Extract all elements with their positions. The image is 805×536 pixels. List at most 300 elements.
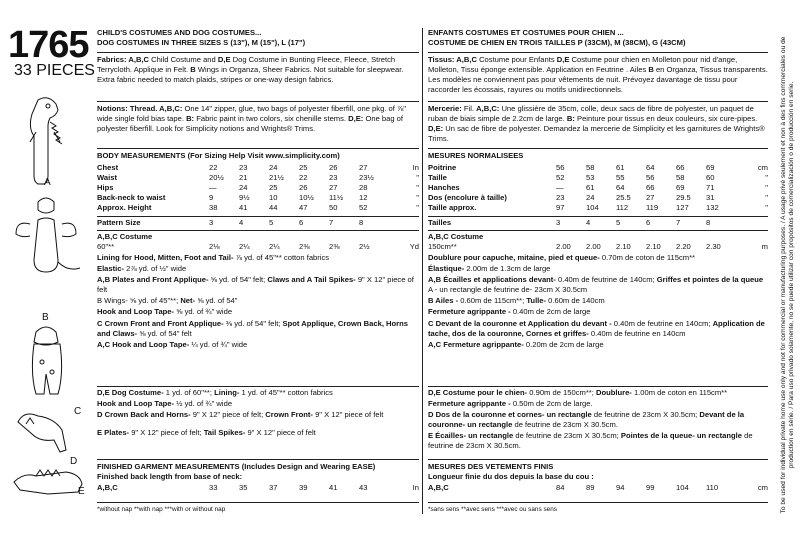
line-text: 0.60m de 140cm: [546, 296, 605, 306]
unit: ": [765, 203, 768, 212]
line-text: 9" X 12" piece of felt: [97, 275, 414, 295]
line-label: Doublure pour capuche, mitaine, pied et queue-: [428, 253, 600, 262]
line-text: ½ yd. of ¾" wide: [174, 399, 233, 409]
line-label: Pointes de la queue- un rectangle: [620, 431, 743, 441]
cell-value: 60: [706, 173, 715, 182]
cell-value: —: [556, 183, 564, 192]
line-label: D,E Costume pour le chien-: [428, 388, 528, 397]
line-label: Fermeture agrippante -: [428, 307, 511, 317]
divider: [97, 459, 419, 460]
line-label: A,B Plates and Front Applique-: [97, 275, 209, 285]
yardage-line: [97, 264, 419, 274]
en-notions: [97, 104, 419, 134]
yardage-line: [428, 431, 768, 451]
line-text: ⅞ yd. of 45"** cotton fabrics: [233, 253, 330, 262]
line-label: Net-: [180, 296, 196, 306]
cell-value: 112: [616, 203, 629, 212]
line-label: D,E Dog Costume-: [97, 388, 164, 397]
unit: cm: [757, 163, 768, 172]
fr-finis-row: [428, 483, 768, 493]
label: Tissus: A,B,C: [428, 55, 477, 64]
table-row: [428, 163, 768, 173]
cell-value: 7: [329, 218, 334, 227]
text: Costume pour chien en Molleton pour nid d'ange, Molleton, Tissu éponge extensible. Application en Feutrine . Ailes: [428, 55, 738, 75]
divider: [428, 502, 768, 503]
en-pattern-size-row: [97, 218, 419, 228]
cell-value: 38: [209, 203, 218, 212]
line-label: Élastique-: [428, 264, 465, 274]
cell-value: 9½: [239, 193, 250, 202]
figure-b-dragon: [16, 198, 80, 272]
yardage-line: [97, 319, 419, 339]
cell-value: 31: [706, 193, 715, 202]
en-fabrics: [97, 55, 419, 85]
table-row: [97, 173, 419, 183]
line-label: Hook and Loop Tape-: [97, 307, 175, 317]
en-footnote: *without nap **with nap ***with or without nap: [97, 506, 226, 513]
unit: m: [761, 242, 768, 251]
cell-value: 23: [239, 163, 248, 172]
cell-value: 2.30: [706, 242, 721, 251]
line-text: de feutrine de 23cm X 30.5cm;: [591, 410, 700, 420]
cell-value: 27: [359, 163, 368, 172]
cell-value: 55: [616, 173, 625, 182]
finished-title: FINISHED GARMENT MEASUREMENTS (Includes Design and Wearing EASE): [97, 462, 376, 471]
line-text: 2⅞ yd. of ½" wide: [124, 264, 187, 274]
cell-value: 104: [676, 483, 689, 492]
cell-value: 99: [646, 483, 655, 492]
cell-value: 26: [329, 163, 338, 172]
text: Fabric paint in two colors, six chenille stems.: [194, 114, 349, 124]
yardage-line: [428, 275, 768, 295]
line-label: C Crown Front and Front Applique-: [97, 318, 224, 328]
row-label: Waist: [97, 173, 117, 182]
unit: ": [416, 203, 419, 212]
text: Peinture pour tissus en deux couleurs, six cure-pipes.: [574, 114, 758, 124]
cell-value: 2.10: [646, 242, 661, 251]
cell-value: 6: [299, 218, 304, 227]
text: Une glissière de 35cm, colle, deux sacs de fibre de polyester, un paquet de ruban de biais simple de 2.2cm de large.: [428, 104, 754, 124]
divider: [428, 216, 768, 217]
cell-value: 58: [676, 173, 685, 182]
figure-label-b: B: [42, 312, 49, 323]
table-row: [428, 183, 768, 193]
text: One bag of polyester fiberfill. Look for Simplicity notions and Wrights® Trims.: [97, 114, 404, 134]
cell-value: 35: [239, 483, 248, 492]
cell-value: 20½: [209, 173, 224, 182]
text: One 14" zipper, glue, two bags of polyester fiberfill, one pkg. of ⅞" wide single fold bias tape.: [97, 104, 406, 124]
text: Un sac de fibre de polyester. Demandez la mercerie de Simplicity et les garnitures de Wrights® Trims.: [428, 124, 765, 144]
line-text: ⅜ yd. of 54" felt;: [223, 318, 283, 328]
yardage-line: [97, 428, 419, 438]
line-text: 0.40m de feutrine en 140cm: [588, 328, 686, 338]
cell-value: 5: [616, 218, 621, 227]
cell-value: 27: [329, 183, 338, 192]
en-yardage-lines: [97, 253, 419, 351]
cell-value: 29.5: [676, 193, 691, 202]
cell-value: 23: [329, 173, 338, 182]
line-label: Elastic-: [97, 264, 125, 274]
row-label: A,B,C: [97, 483, 118, 492]
french-column: [428, 28, 768, 48]
table-row: [428, 173, 768, 183]
line-text: 9" X 12" piece of felt;: [129, 428, 204, 438]
text: Fil.: [461, 104, 477, 113]
cell-value: 2¼: [239, 242, 250, 251]
cell-value: 3: [209, 218, 214, 227]
line-label: Tail Spikes-: [203, 428, 246, 438]
column-divider: [422, 28, 423, 514]
cell-value: 41: [239, 203, 248, 212]
finished-sub: Finished back length from base of neck:: [97, 472, 243, 482]
divider: [97, 148, 419, 149]
label: D,E: [556, 55, 570, 64]
cell-value: 26: [299, 183, 308, 192]
line-label: Griffes et pointes de la queue: [656, 275, 764, 285]
cell-value: 37: [269, 483, 278, 492]
figure-a-dinosaur: [30, 98, 62, 184]
text: en Organza, Tissus transparents. Les modèles ne conviennent pas pour vêtements de nuit. Prévoyez davantage de tissu pour raccorder les écossais, rayures ou motifs unidirectionnels.: [428, 65, 768, 95]
row-label: 150cm**: [428, 242, 457, 251]
side-disclaimer-text: To be used for individual private home use only and not for commercial or manufacturing purposes. / A usage privé seulement et non à des fins commerciales ou de production en série. / Para uso privado solamente, no se puede utilizar con propósitos de comercialización o de producción en serie.: [779, 36, 795, 514]
cell-value: 127: [676, 203, 689, 212]
line-label: C Devant de la couronne et Application du devant -: [428, 318, 612, 328]
costume-label: A,B,C Costume: [428, 232, 484, 241]
cell-value: 2.10: [616, 242, 631, 251]
cell-value: 2.00: [556, 242, 571, 251]
row-label: Chest: [97, 163, 119, 172]
line-label: E Écailles- un rectangle: [428, 431, 514, 441]
line-text: 0.40m de 2cm de large: [510, 307, 591, 317]
line-text: 1.00m de coton en 115cm**: [631, 388, 728, 397]
cell-value: 2½: [359, 242, 370, 251]
line-label: Claws and A Tail Spikes-: [267, 275, 356, 285]
yardage-line: [97, 296, 419, 306]
table-row: [97, 193, 419, 203]
figure-label-c: C: [74, 406, 82, 417]
line-label: A,C Fermeture agrippante-: [428, 339, 524, 349]
table-row: [428, 483, 768, 493]
divider: [428, 101, 768, 102]
line-label: Tulle-: [526, 296, 547, 306]
cell-value: 64: [616, 183, 625, 192]
label: Notions: Thread. A,B,C:: [97, 104, 183, 113]
divider: [97, 101, 419, 102]
pieces-count: 33 PIECES: [14, 62, 95, 79]
cell-value: 2⅛: [209, 242, 220, 251]
yardage-line: [97, 388, 419, 398]
side-disclaimer: [775, 30, 800, 520]
line-text: 9" X 12" piece of felt;: [190, 410, 266, 420]
label: Mercerie:: [428, 104, 462, 113]
line-label: A,C Hook and Loop Tape-: [97, 339, 190, 349]
unit: ": [416, 183, 419, 192]
yardage-line: [428, 319, 768, 339]
line-text: 9" X 12" piece of felt: [312, 410, 384, 420]
divider: [97, 216, 419, 217]
yardage-line: [97, 307, 419, 317]
line-text: A - un rectangle de feutrine de- 23cm X 30.5cm: [428, 285, 588, 295]
cell-value: 33: [209, 483, 218, 492]
cell-value: 43: [359, 483, 368, 492]
yardage-line: [97, 340, 419, 350]
figure-c-costume: [32, 327, 61, 394]
cell-value: 24: [269, 163, 278, 172]
unit: [736, 218, 768, 228]
label: D,E:: [348, 114, 364, 124]
fr-yardage-lines: [428, 253, 768, 351]
cell-value: 3: [556, 218, 561, 227]
line-label: A,B Écailles et applications devant-: [428, 275, 556, 285]
divider: [428, 230, 768, 231]
yardage-line: [428, 264, 768, 274]
cell-value: 25: [299, 163, 308, 172]
label: D,E: [217, 55, 231, 64]
divider: [428, 52, 768, 53]
row-label: Dos (encolure à taille): [428, 193, 507, 202]
line-text: 0.50m de 2cm de large.: [510, 399, 593, 409]
row-label: Back-neck to waist: [97, 193, 166, 202]
finis-sub: Longueur finie du dos depuis la base du cou :: [428, 472, 594, 482]
fr-tissus: [428, 55, 768, 95]
cell-value: 56: [646, 173, 655, 182]
cell-value: 28: [359, 183, 368, 192]
cell-value: 8: [359, 218, 364, 227]
line-label: Application de tache, dos de la couronne, Cornes et griffes-: [428, 318, 765, 338]
cell-value: 56: [556, 163, 565, 172]
unit: ": [765, 173, 768, 182]
text: Costume pour Enfants: [476, 55, 557, 64]
line-label: Lining for Hood, Mitten, Foot and Tail-: [97, 253, 234, 262]
cell-value: 2⅜: [329, 242, 340, 251]
en-title-2: DOG COSTUMES IN THREE SIZES S (13"), M (15"), L (17"): [97, 38, 306, 48]
cell-value: 2¼: [269, 242, 280, 251]
label: Fabrics: A,B,C: [97, 55, 150, 64]
cell-value: 104: [586, 203, 599, 212]
label: D,E:: [428, 124, 444, 134]
text: Dog Costume in Bunting Fleece, Fleece, Stretch Terrycloth. Applique in Felt.: [97, 55, 396, 75]
table-row: [97, 203, 419, 213]
line-text: ⅝ yd. of 54" felt;: [208, 275, 268, 285]
table-row: [428, 193, 768, 203]
cell-value: 66: [646, 183, 655, 192]
cell-value: 64: [646, 163, 655, 172]
cell-value: 12: [359, 193, 368, 202]
en-body-title: BODY MEASUREMENTS (For Sizing Help Visit www.simplicity.com): [97, 151, 340, 160]
cell-value: 69: [676, 183, 685, 192]
cell-value: 24: [586, 193, 595, 202]
line-text: de feutrine de 23cm X 30.5cm;: [513, 431, 621, 441]
line-label: Hook and Loop Tape-: [97, 399, 175, 409]
cell-value: 21: [239, 173, 248, 182]
row-label: Pattern Size: [97, 218, 141, 227]
fr-costume-block: [428, 232, 768, 242]
divider: [97, 386, 419, 387]
english-column: [97, 28, 417, 48]
label: B: [648, 65, 654, 75]
cell-value: 9: [209, 193, 214, 202]
divider: [428, 459, 768, 460]
cell-value: 50: [329, 203, 338, 212]
cell-value: 94: [616, 483, 625, 492]
cell-value: 4: [586, 218, 591, 227]
line-text: 1 yd. of 60"**;: [163, 388, 215, 397]
finis-title: MESURES DES VETEMENTS FINIS: [428, 462, 554, 471]
yardage-line: [428, 307, 768, 317]
unit: In: [412, 483, 419, 492]
cell-value: 2⅜: [299, 242, 310, 251]
row-label: A,B,C: [428, 483, 449, 492]
unit: Yd: [409, 242, 419, 251]
unit: ": [416, 193, 419, 202]
yardage-line: [428, 253, 768, 263]
figure-label-a: A: [44, 177, 51, 188]
line-text: ¼ yd. of ¾" wide: [189, 339, 248, 349]
cell-value: 2.00: [586, 242, 601, 251]
fr-costume-row: [428, 242, 768, 252]
fr-mes-title: MESURES NORMALISEES: [428, 151, 524, 160]
cell-value: 11½: [329, 193, 344, 202]
fr-title-2: COSTUME DE CHIEN EN TROIS TAILLES P (33CM), M (38CM), G (43CM): [428, 38, 686, 48]
table-row: [97, 218, 419, 228]
cell-value: 69: [706, 163, 715, 172]
cell-value: 25.5: [616, 193, 631, 202]
text: Child Costume and: [149, 55, 218, 64]
unit: ": [765, 183, 768, 192]
line-text: 0.60m de 115cm**;: [458, 296, 527, 306]
line-text: ⅝ yd. of ¾" wide: [174, 307, 233, 317]
cell-value: 89: [586, 483, 595, 492]
line-label: Devant de la couronne- un rectangle: [428, 410, 745, 430]
table-row: [428, 218, 768, 228]
unit: cm: [757, 483, 768, 492]
line-label: D Crown Back and Horns-: [97, 410, 191, 420]
line-label: Lining-: [214, 388, 240, 397]
divider: [97, 230, 419, 231]
unit: ": [416, 173, 419, 182]
cell-value: 44: [269, 203, 278, 212]
table-row: [97, 163, 419, 173]
en-costume-row: [97, 242, 419, 252]
cell-value: 21½: [269, 173, 284, 182]
cell-value: 2.20: [676, 242, 691, 251]
row-label: Taille: [428, 173, 447, 182]
line-text: 2.00m de 1.3cm de large: [464, 264, 551, 274]
cell-value: 25: [269, 183, 278, 192]
cell-value: 23½: [359, 173, 374, 182]
cell-value: 22: [299, 173, 308, 182]
row-label: Poitrine: [428, 163, 457, 172]
cell-value: 97: [556, 203, 565, 212]
row-label: 60"**: [97, 242, 115, 251]
row-label: Tailles: [428, 218, 452, 227]
line-text: ⅝ yd. of 54" felt: [137, 328, 192, 338]
label: B:: [566, 114, 575, 124]
line-text: de feutrine de 23cm X 30.5cm.: [428, 431, 753, 451]
costume-illustrations: [8, 92, 92, 512]
cell-value: 110: [706, 483, 719, 492]
fr-body-measurements: [428, 163, 768, 213]
unit: ": [765, 193, 768, 202]
line-label: Crown Front-: [265, 410, 313, 420]
line-text: 0.40m de feutrine en 140cm;: [611, 318, 713, 328]
line-text: 0.90m de 150cm**;: [527, 388, 596, 397]
costume-label: A,B,C Costume: [97, 232, 153, 241]
table-row: [428, 242, 768, 252]
table-row: [97, 183, 419, 193]
cell-value: 27: [646, 193, 655, 202]
cell-value: 61: [616, 163, 625, 172]
fr-mercerie: [428, 104, 768, 144]
row-label: Approx. Height: [97, 203, 152, 212]
cell-value: 66: [676, 163, 685, 172]
line-text: 0.20m de 2cm de large: [523, 339, 604, 349]
line-text: de feutrine de 23cm X 30.5cm.: [512, 420, 618, 430]
divider: [428, 148, 768, 149]
line-label: Doublure-: [595, 388, 632, 397]
cell-value: 71: [706, 183, 715, 192]
cell-value: 23: [556, 193, 565, 202]
cell-value: 8: [706, 218, 711, 227]
yardage-line: [428, 340, 768, 350]
line-text: ⅝ yd. of 54": [195, 296, 238, 306]
row-label: Taille approx.: [428, 203, 477, 212]
unit: In: [412, 163, 419, 172]
fr-dog-lines: [428, 388, 768, 453]
divider: [97, 52, 419, 53]
text: Wings in Organza, Sheer Fabrics. Not suitable for sleepwear. Extra fabric needed to match plaids, stripes or one-way design fabrics.: [97, 65, 404, 85]
yardage-line: [97, 399, 419, 409]
cell-value: 132: [706, 203, 719, 212]
pattern-number: 1765: [8, 24, 89, 66]
yardage-line: [428, 388, 768, 398]
line-text: 0.40m de feutrine de 140cm;: [555, 275, 657, 285]
cell-value: 24: [239, 183, 248, 192]
fr-tailles-row: [428, 218, 768, 228]
yardage-line: [428, 399, 768, 409]
cell-value: 6: [646, 218, 651, 227]
divider: [428, 386, 768, 387]
cell-value: 119: [646, 203, 659, 212]
row-label: Hips: [97, 183, 114, 192]
label: B: [190, 65, 196, 75]
figure-d-dog: [18, 414, 66, 452]
line-label: D Dos de la couronne et cornes- un rectangle: [428, 410, 592, 420]
cell-value: 52: [556, 173, 565, 182]
line-label: Fermeture agrippante -: [428, 399, 511, 409]
unit: [389, 218, 419, 228]
en-costume-block: [97, 232, 419, 242]
cell-value: 61: [586, 183, 595, 192]
table-row: [428, 203, 768, 213]
line-text: 1 yd. of 45"** cotton fabrics: [239, 388, 333, 397]
divider: [97, 502, 419, 503]
yardage-line: [428, 296, 768, 306]
en-title-1: CHILD'S COSTUMES AND DOG COSTUMES...: [97, 28, 262, 37]
fr-finis: [428, 462, 768, 482]
line-label: Spot Applique, Crown Back, Horns and Claws-: [97, 318, 408, 338]
figure-label-e: E: [78, 486, 85, 497]
cell-value: 53: [586, 173, 595, 182]
row-label: Hanches: [428, 183, 460, 192]
cell-value: 84: [556, 483, 565, 492]
label: B:: [186, 114, 195, 124]
cell-value: 7: [676, 218, 681, 227]
yardage-line: [428, 410, 768, 430]
figure-label-d: D: [70, 456, 78, 467]
cell-value: 58: [586, 163, 595, 172]
cell-value: 39: [299, 483, 308, 492]
